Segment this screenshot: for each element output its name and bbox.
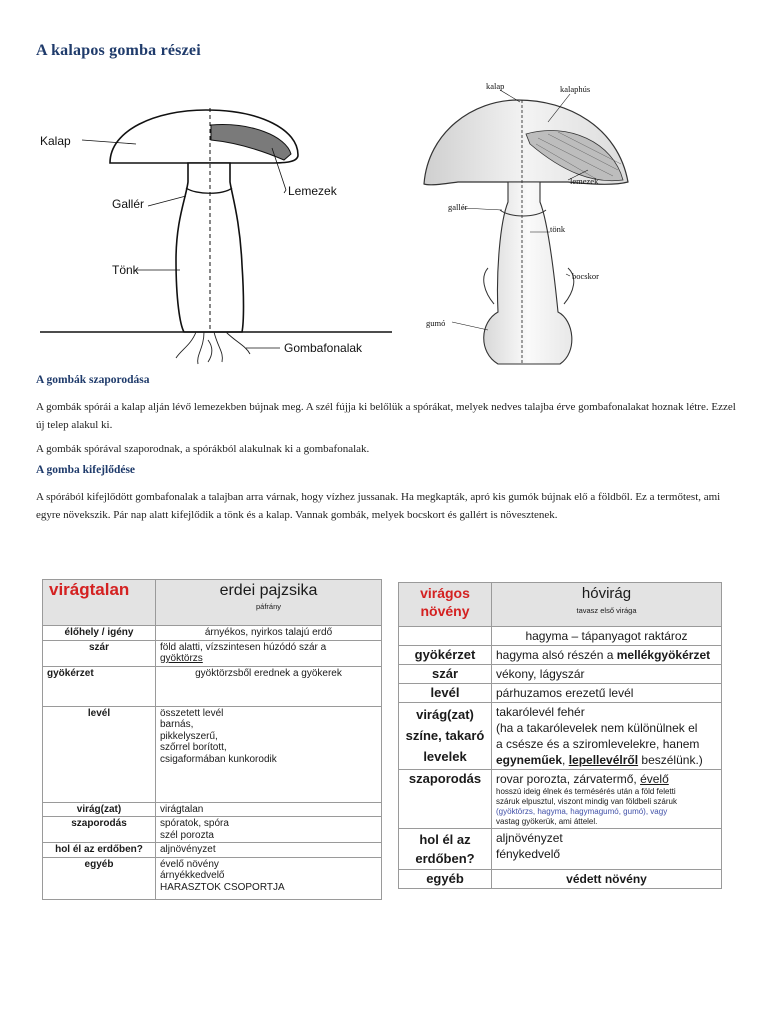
label-kalap: Kalap xyxy=(40,134,71,148)
cell-text: , xyxy=(562,753,569,767)
table-head-sub: páfrány xyxy=(255,602,282,611)
label-galler: Gallér xyxy=(112,197,145,211)
table-cell xyxy=(156,580,382,626)
table-row xyxy=(399,627,722,646)
table-cell: élőhely / igény xyxy=(43,626,156,641)
table-head-sub: tavasz első virága xyxy=(576,606,637,615)
table-cell: virágtalan xyxy=(156,802,382,817)
table-cell: vékony, lágyszár xyxy=(492,665,722,684)
cell-text: HARASZTOK CSOPORTJA xyxy=(160,881,285,893)
table-cell: gyöktörzsből erednek a gyökerek xyxy=(156,666,382,706)
table-cell xyxy=(399,583,492,627)
cell-text: rovar porozta, zárvatermő, xyxy=(496,772,641,786)
table-row xyxy=(43,843,382,858)
cell-text: a csésze és a sziromlevelekre, hanem xyxy=(496,737,700,751)
cell-text: pikkelyszerű, xyxy=(160,730,218,742)
table-row xyxy=(43,857,382,899)
cell-text: évelő növény xyxy=(160,858,219,870)
table-cell: szaporodás xyxy=(399,770,492,829)
table-cell xyxy=(492,583,722,627)
cell-text: hosszú ideig élnek és termésérés után a föld feletti xyxy=(496,787,676,796)
label-tonk: Tönk xyxy=(112,263,139,277)
table-cell xyxy=(399,627,492,646)
table-hovirag xyxy=(398,582,722,889)
cell-text: lepellevélről xyxy=(568,753,639,767)
cell-text: szőrrel borított, xyxy=(160,742,227,753)
label-bocskor: bocskor xyxy=(572,271,599,281)
cell-text: szél porozta xyxy=(160,829,214,841)
label-tonk-small: tönk xyxy=(550,224,566,234)
table-head-name: erdei pajzsika xyxy=(219,582,318,599)
table-cell xyxy=(156,706,382,802)
paragraph: A gombák spórái a kalap alján lévő lemezekben bújnak meg. A szél fújja ki belőlük a spórákat, melyek nedves talajba érve gombafonalakat hoznak létre. Ezzel új telep alakul ki. xyxy=(36,401,736,431)
table-row xyxy=(43,580,382,626)
label-kalap-small: kalap xyxy=(486,81,505,91)
table-row xyxy=(43,817,382,843)
paragraph: A spórából kifejlődött gombafonalak a talajban arra várnak, hogy vízhez jussanak. Ha megkapták, apró kis gumók bújnak elő a földből. Ez a termőtest, ami egyre növekszik. Pár nap alatt kifejlődik a tönk és a kalap. Vannak gombák, melyek bocskort és gallért is növesztenek. xyxy=(36,491,721,521)
table-cell: levél xyxy=(399,684,492,703)
table-row xyxy=(399,646,722,665)
table-head-key: virágtalan xyxy=(49,580,130,599)
cell-text: évelő xyxy=(640,772,669,786)
cell-text: csigaformában kunkorodik xyxy=(160,753,277,765)
cell-text: árnyékkedvelő xyxy=(160,870,225,881)
table-row xyxy=(399,665,722,684)
cell-text: hagyma – xyxy=(525,629,582,643)
cell-text: összetett levél xyxy=(160,707,224,719)
cell-text: aljnövényzet xyxy=(496,831,563,845)
heading-kifejlodes: A gomba kifejlődése xyxy=(36,464,136,476)
table-row xyxy=(43,626,382,641)
cell-text: (gyöktörzs, hagyma, hagymagumó, gumó), vagy xyxy=(496,807,668,816)
cell-text: egyneműek xyxy=(496,753,563,767)
table-cell: egyéb xyxy=(399,870,492,889)
table-cell: szár xyxy=(399,665,492,684)
cell-text: hagyma alsó részén a xyxy=(496,648,617,662)
cell-text: takarólevél fehér xyxy=(496,705,585,719)
table-head-key: virágos növény xyxy=(420,585,470,619)
table-cell xyxy=(156,817,382,843)
table-row xyxy=(399,829,722,870)
label-galler-small: gallér xyxy=(448,202,468,212)
cell-text: fénykedvelő xyxy=(496,847,561,861)
table-cell: egyéb xyxy=(43,857,156,899)
table-cell: virág(zat) színe, takaró levelek xyxy=(399,703,492,770)
cell-text: spóratok, spóra xyxy=(160,818,229,829)
table-cell: árnyékos, nyirkos talajú erdő xyxy=(156,626,382,641)
mushroom-illustration xyxy=(418,72,640,372)
table-cell: gyökérzet xyxy=(43,666,156,706)
table-row xyxy=(399,770,722,829)
page-title: A kalapos gomba részei xyxy=(36,42,201,59)
cell-text: beszélünk.) xyxy=(638,753,703,767)
cell-text: (ha a takarólevelek nem különülnek el xyxy=(496,721,698,735)
cell-text: vastag gyökerük, ami áttelel. xyxy=(496,817,598,826)
table-row xyxy=(399,703,722,770)
mushroom-schematic-diagram xyxy=(36,100,396,368)
table-cell xyxy=(492,646,722,665)
table-cell: virág(zat) xyxy=(43,802,156,817)
table-row xyxy=(43,640,382,666)
table-row xyxy=(43,706,382,802)
paragraph: A gombák spórával szaporodnak, a spórákból alakulnak ki a gombafonalak. xyxy=(36,443,370,455)
table-row xyxy=(43,666,382,706)
table-cell: szaporodás xyxy=(43,817,156,843)
table-cell: levél xyxy=(43,706,156,802)
table-cell xyxy=(492,703,722,770)
label-gumo: gumó xyxy=(426,318,446,328)
table-row xyxy=(399,583,722,627)
table-cell: párhuzamos erezetű levél xyxy=(492,684,722,703)
table-row xyxy=(43,802,382,817)
cell-text: gyöktörzs xyxy=(160,653,203,664)
table-cell: védett növény xyxy=(492,870,722,889)
table-pajzsika xyxy=(42,579,382,900)
label-lemezek-small: lemezek xyxy=(570,176,599,186)
cell-text: föld alatti, vízszintesen húzódó szár a xyxy=(160,641,327,653)
table-cell xyxy=(492,627,722,646)
table-cell xyxy=(492,829,722,870)
cell-text: száruk elpusztul, viszont mindig van földbeli száruk xyxy=(496,797,677,806)
table-cell: szár xyxy=(43,640,156,666)
table-cell: hol él az erdőben? xyxy=(399,829,492,870)
table-row xyxy=(399,684,722,703)
table-cell xyxy=(492,770,722,829)
cell-text: tápanyagot raktároz xyxy=(581,629,688,643)
table-cell: hol él az erdőben? xyxy=(43,843,156,858)
cell-text: mellékgyökérzet xyxy=(616,648,711,662)
table-cell xyxy=(43,580,156,626)
table-cell xyxy=(156,640,382,666)
table-cell: gyökérzet xyxy=(399,646,492,665)
table-cell xyxy=(156,857,382,899)
cell-text: barnás, xyxy=(160,719,194,730)
table-cell: aljnövényzet xyxy=(156,843,382,858)
heading-szaporodas: A gombák szaporodása xyxy=(36,374,150,386)
table-row xyxy=(399,870,722,889)
label-gombafonalak: Gombafonalak xyxy=(284,341,363,355)
table-head-name: hóvirág xyxy=(581,585,632,602)
label-lemezek: Lemezek xyxy=(288,184,337,198)
label-kalaphus: kalaphús xyxy=(560,84,591,94)
